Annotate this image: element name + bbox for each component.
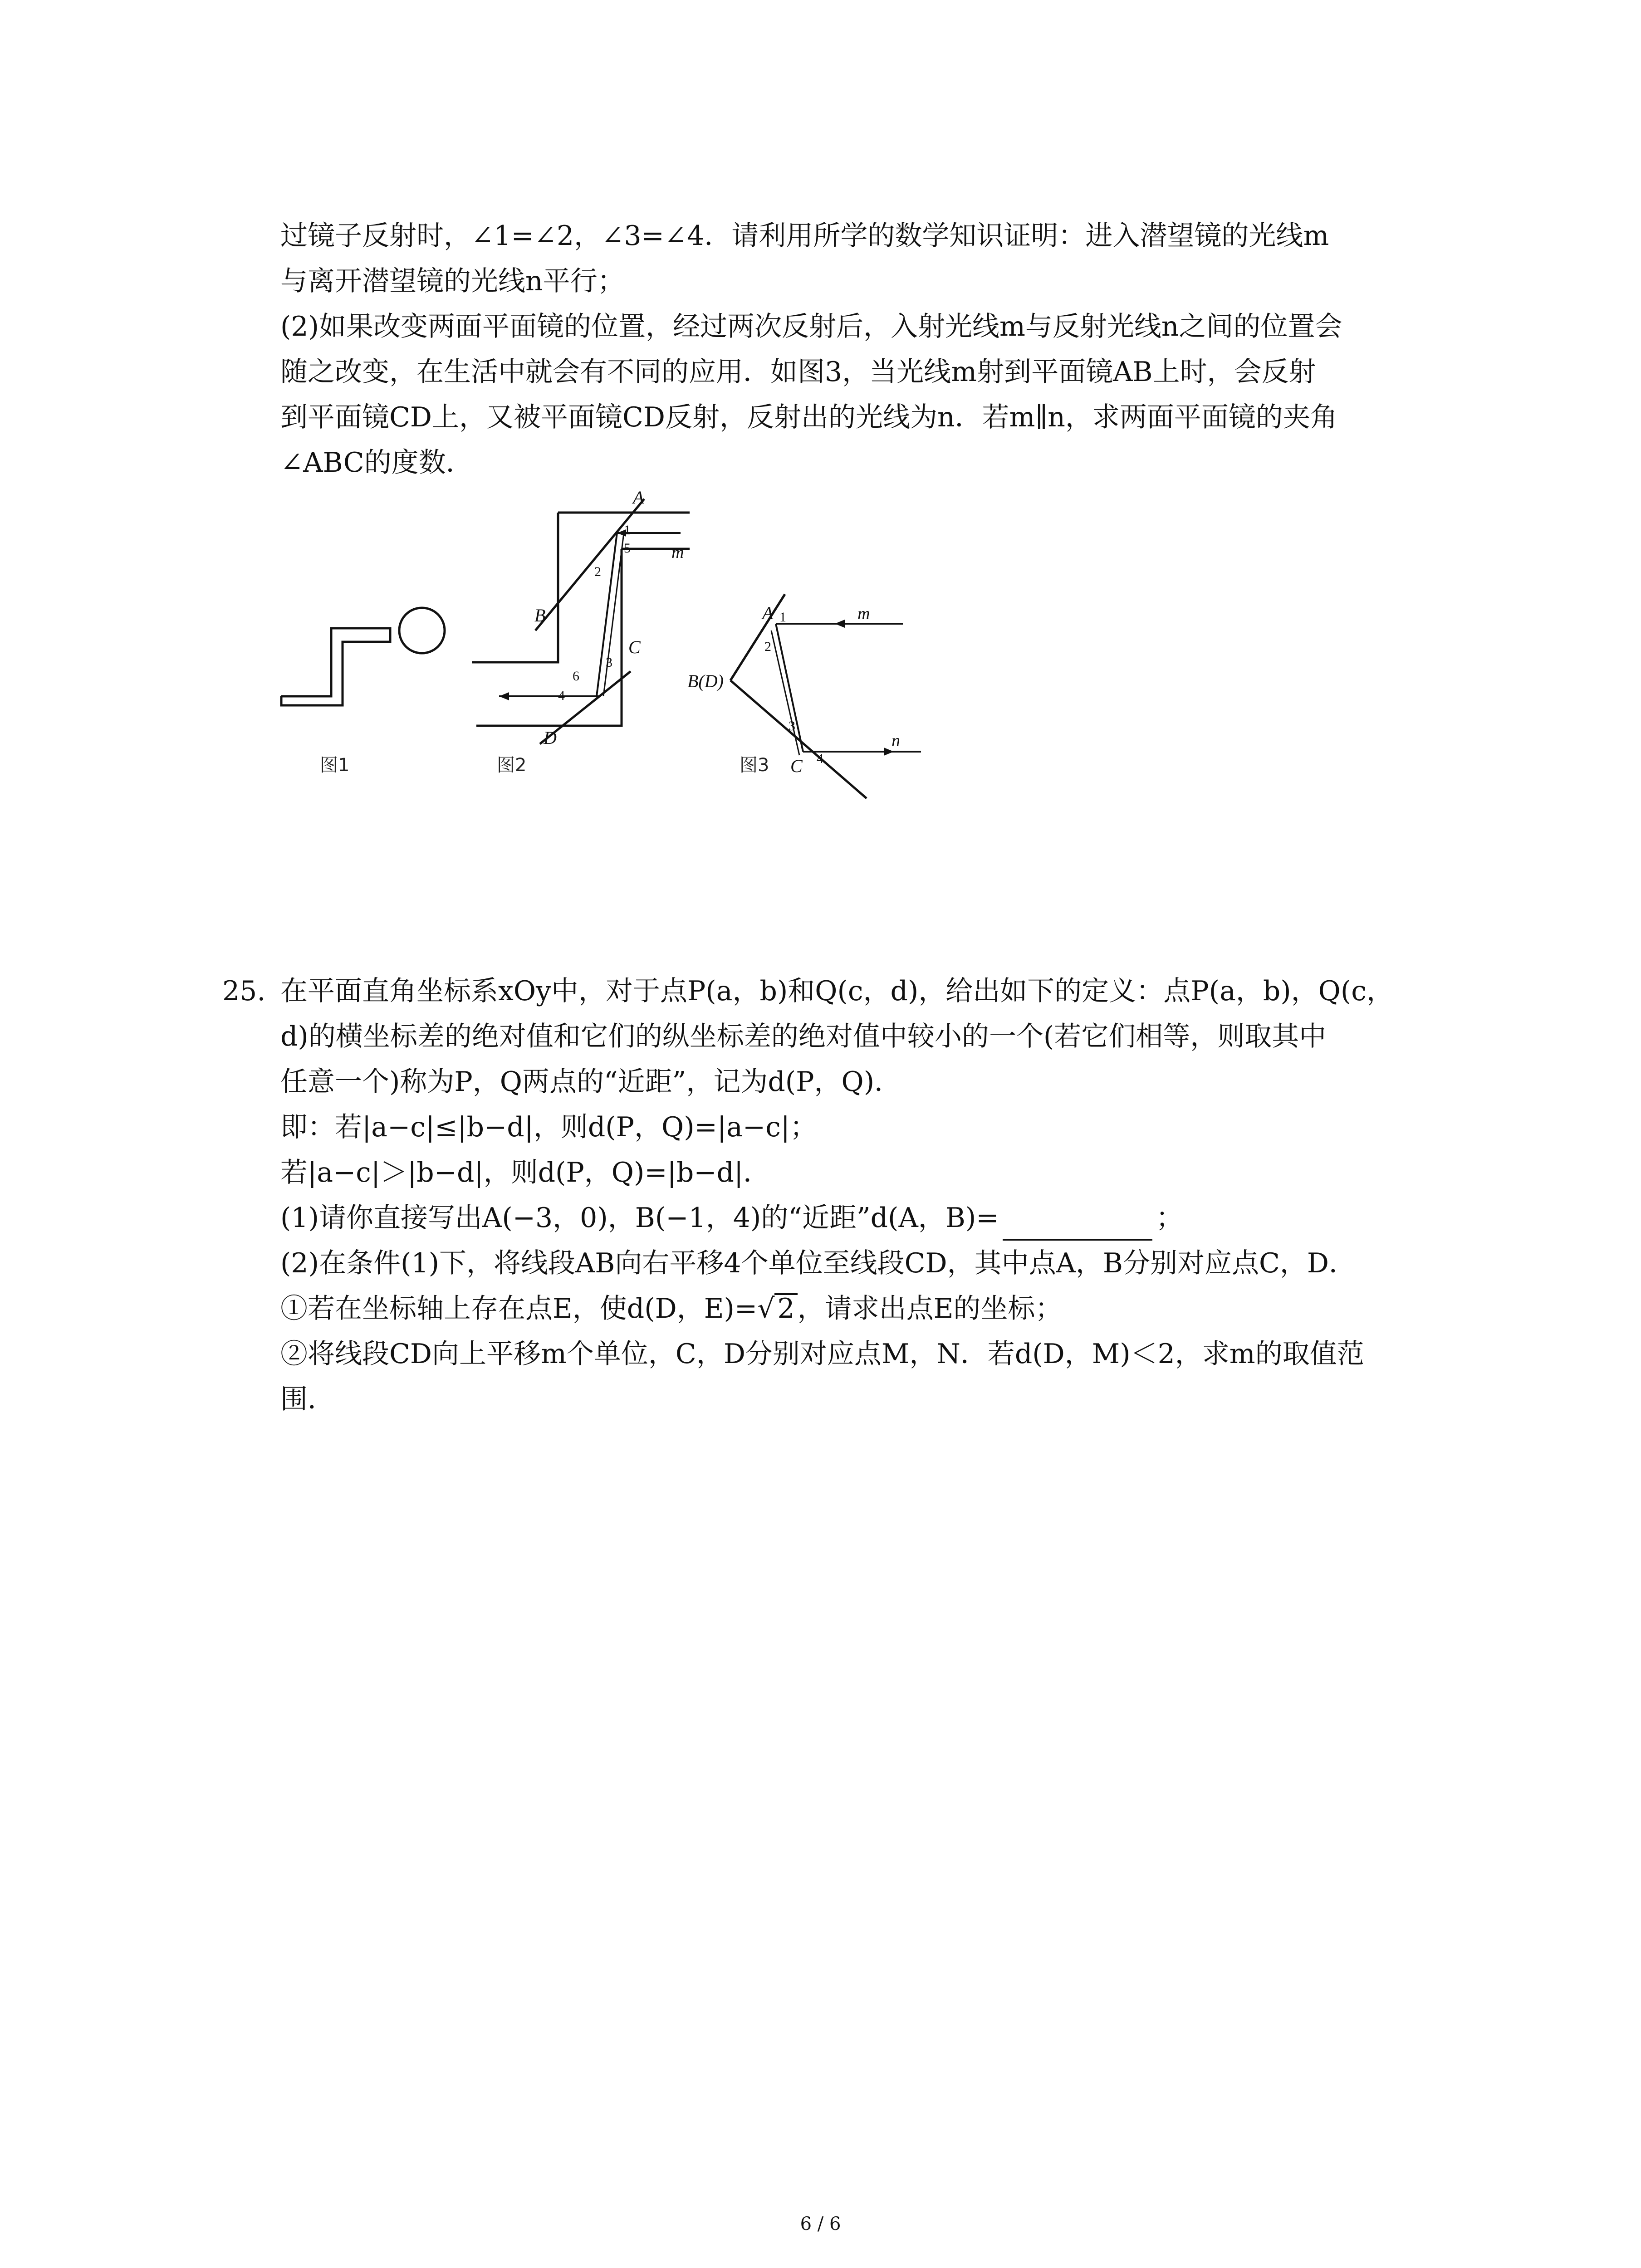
q25-line-3: 任意一个)称为P，Q两点的“近距”，记为d(P，Q)． [280, 1066, 902, 1098]
q25-line-5: 若|a−c|＞|b−d|，则d(P，Q)=|b−d|． [280, 1157, 771, 1188]
fig2-label-m: m [671, 543, 684, 562]
fig3-label-a: A [762, 603, 774, 623]
figure-3-drawing [681, 594, 935, 803]
q25-line-4: 即：若|a−c|≤|b−d|，则d(P，Q)=|a−c|； [280, 1111, 818, 1143]
fig2-angle-5: 5 [624, 541, 631, 556]
fig2-label-a: A [633, 487, 644, 508]
page-number: 6 / 6 [800, 2214, 841, 2234]
q24-line-2: 与离开潜望镜的光线n平行； [280, 265, 625, 297]
sqrt-radicand: 2 [774, 1293, 797, 1322]
q25-line-7: (2)在条件(1)下，将线段AB向右平移4个单位至线段CD，其中点A，B分别对应点C，D． [280, 1247, 1357, 1279]
figure-1-drawing [272, 599, 454, 717]
q25-part1-text: (1)请你直接写出A(−3，0)，B(−1，4)的“近距”d(A，B)= [280, 1202, 999, 1234]
figure-3-caption: 图3 [740, 755, 769, 776]
q24-line-1: 过镜子反射时，∠1=∠2，∠3=∠4．请利用所学的数学知识证明：进入潜望镜的光线m [280, 220, 1329, 252]
q25-number: 25. [222, 975, 266, 1007]
fig2-angle-6: 6 [573, 669, 579, 684]
figure-2-caption: 图2 [497, 755, 527, 776]
q25-line-9: ②将线段CD向上平移m个单位，C，D分别对应点M，N．若d(D，M)＜2，求m的取值范 [280, 1338, 1364, 1370]
q24-line-5: 到平面镜CD上，又被平面镜CD反射，反射出的光线为n．若m∥n，求两面平面镜的夹角 [280, 401, 1337, 433]
fig3-angle-4: 4 [817, 751, 823, 766]
fig3-angle-1: 1 [779, 610, 786, 625]
fig3-label-c: C [790, 756, 803, 776]
sqrt-sign: √ [757, 1293, 775, 1325]
figure-3 [681, 594, 935, 805]
mirror-bc-fig3 [730, 680, 867, 798]
q25-line-1: 在平面直角坐标系xOy中，对于点P(a，b)和Q(c，d)，给出如下的定义：点P(a，b)，Q(c， [280, 975, 1394, 1007]
answer-blank[interactable] [1003, 1211, 1152, 1241]
fig3-label-bd: B(D) [687, 671, 724, 691]
fig2-angle-1: 1 [624, 523, 631, 538]
figure-1 [272, 599, 454, 719]
q25-sub1-post: ，请求出点E的坐标； [797, 1293, 1063, 1325]
fig3-angle-3: 3 [789, 719, 795, 733]
mirror-ab [535, 499, 644, 631]
q25-line-2: d)的横坐标差的绝对值和它们的纵坐标差的绝对值中较小的一个(若它们相等，则取其中 [280, 1021, 1327, 1052]
q25-part1-end: ； [1156, 1202, 1183, 1234]
figure-1-caption: 图1 [320, 755, 350, 776]
fig2-angle-3: 3 [606, 655, 612, 670]
q25-line-10: 围． [280, 1383, 335, 1415]
fig2-angle-4: 4 [558, 688, 565, 703]
q24-line-4: 随之改变，在生活中就会有不同的应用．如图3，当光线m射到平面镜AB上时，会反射 [280, 356, 1316, 388]
fig3-label-m: m [857, 604, 870, 623]
q24-line-6: ∠ABC的度数． [280, 447, 473, 479]
fig2-angle-2: 2 [594, 564, 601, 579]
q24-line-3: (2)如果改变两面平面镜的位置，经过两次反射后，入射光线m与反射光线n之间的位置会 [280, 311, 1342, 342]
fig3-label-n: n [892, 731, 900, 750]
fig2-label-d: D [544, 728, 557, 748]
q25-line-8 [280, 1286, 1062, 1331]
q25-sub1-pre: ①若在坐标轴上存在点E，使d(D，E)= [280, 1293, 758, 1325]
fig2-label-c: C [628, 637, 641, 657]
sphere-shape [399, 608, 445, 653]
fig3-angle-2: 2 [764, 639, 771, 654]
q25-line-6 [280, 1195, 1183, 1241]
fig2-label-b: B [534, 605, 546, 626]
